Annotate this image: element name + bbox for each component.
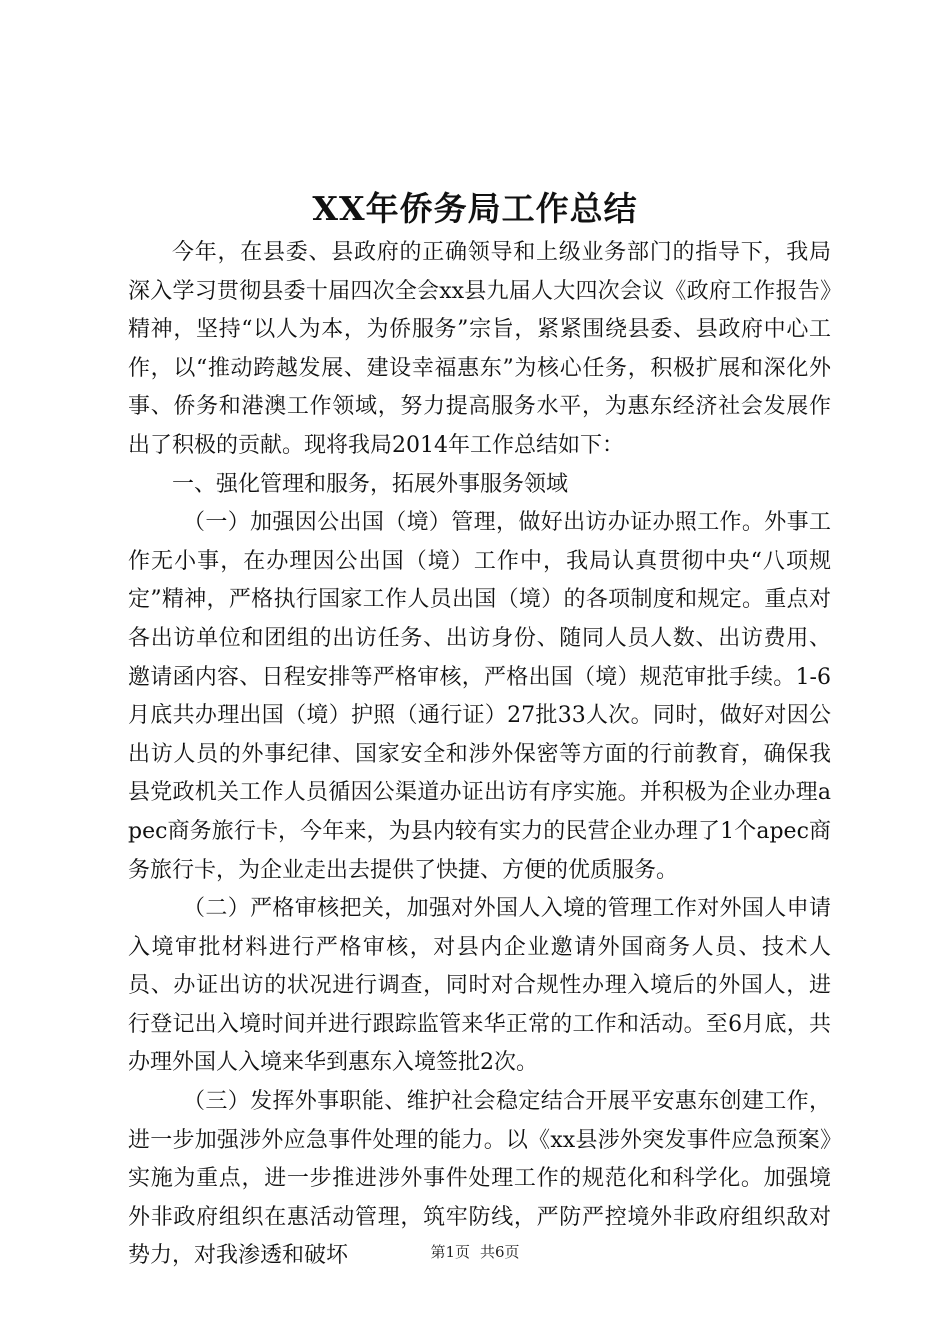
page-footer [0, 1242, 950, 1262]
paragraph-item-3: （三）发挥外事职能、维护社会稳定结合开展平安惠东创建工作，进一步加强涉外应急事件处理的能力。以《xx县涉外突发事件应急预案》实施为重点，进一步推进涉外事件处理工作的规范化和科学化。加强境外非政府组织在惠活动管理，筑牢防线，严防严控境外非政府组织敌对势力，对我渗透和破坏 [128, 1089, 831, 1269]
paragraph-item-1: （一）加强因公出国（境）管理，做好出访办证办照工作。外事工作无小事，在办理因公出国（境）工作中，我局认真贯彻中央“八项规定”精神，严格执行国家工作人员出国（境）的各项制度和规定。重点对各出访单位和团组的出访任务、出访身份、随同人员人数、出访费用、邀请函内容、日程安排等严格审核，严格出国（境）规范审批手续。1-6月底共办理出国（境）护照（通行证）27批33人次。同时，做好对因公出访人员的外事纪律、国家安全和涉外保密等方面的行前教育，确保我县党政机关工作人员循因公渠道办证出访有序实施。并积极为企业办理apec商务旅行卡，今年来，为县内较有实力的民营企业办理了1个apec商务旅行卡，为企业走出去提供了快捷、方便的优质服务。 [128, 510, 831, 883]
document-title: XX年侨务局工作总结 [312, 189, 638, 228]
page-total: 共6页 [480, 1243, 520, 1261]
document-body [128, 234, 831, 1276]
paragraph-item-2: （二）严格审核把关，加强对外国人入境的管理工作对外国人申请入境审批材料进行严格审核，对县内企业邀请外国商务人员、技术人员、办证出访的状况进行调查，同时对合规性办理入境后的外国人，进行登记出入境时间并进行跟踪监管来华正常的工作和活动。至6月底，共办理外国人入境来华到惠东入境签批2次。 [128, 896, 831, 1076]
paragraph-intro: 今年，在县委、县政府的正确领导和上级业务部门的指导下，我局深入学习贯彻县委十届四次全会xx县九届人大四次会议《政府工作报告》精神，坚持“以人为本，为侨服务”宗旨，紧紧围绕县委、县政府中心工作，以“推动跨越发展、建设幸福惠东”为核心任务，积极扩展和深化外事、侨务和港澳工作领域，努力提高服务水平，为惠东经济社会发展作出了积极的贡献。现将我局2014年工作总结如下： [128, 240, 831, 458]
page-number: 第1页 [430, 1243, 470, 1261]
section-heading-1: 一、强化管理和服务，拓展外事服务领域 [172, 471, 569, 497]
